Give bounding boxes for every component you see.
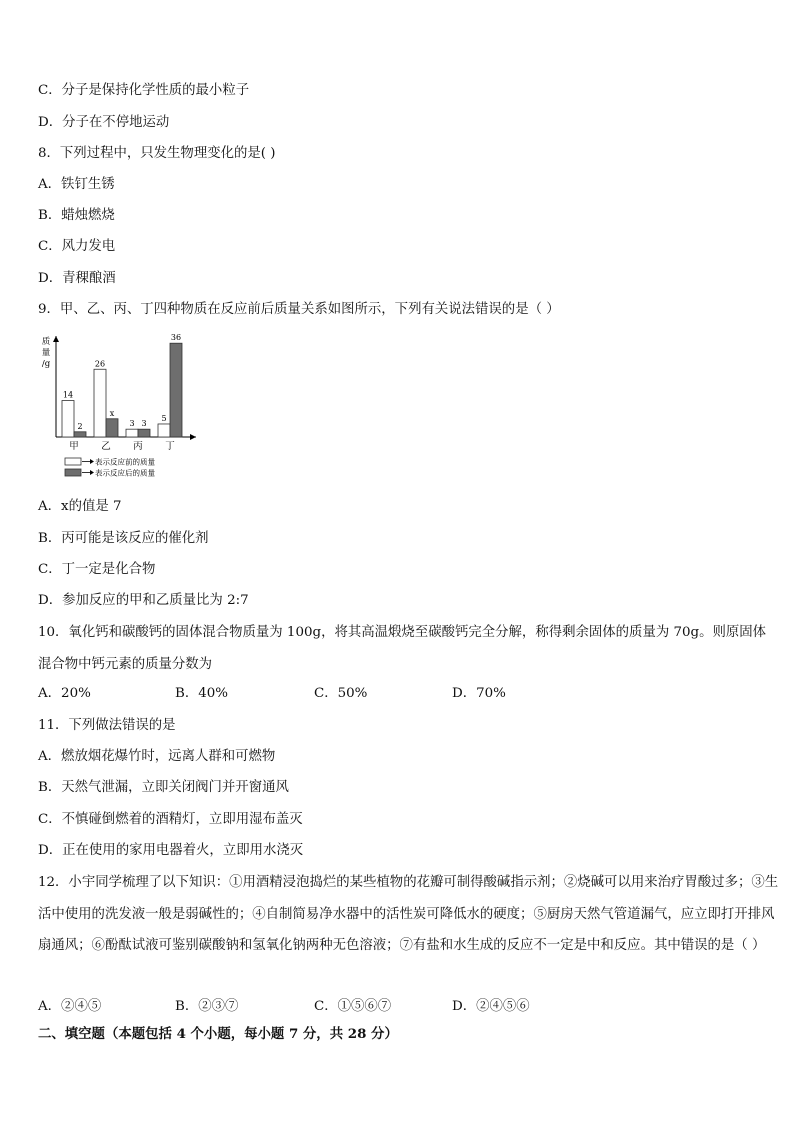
legend-arrow-head-0 <box>90 459 94 464</box>
q12-option-a: A．②④⑤ <box>38 999 102 1014</box>
y-axis-label-part: /g <box>41 359 51 369</box>
q11-option-d: D．正在使用的家用电器着火，立即用水浇灭 <box>38 843 304 858</box>
q12-option-d: D．②④⑤⑥ <box>452 999 530 1014</box>
q8-option-a: A．铁钉生锈 <box>38 177 115 192</box>
q11-stem: 11．下列做法错误的是 <box>38 718 176 733</box>
legend-swatch-1 <box>65 469 81 476</box>
legend-arrow-head-1 <box>90 470 94 475</box>
bar-甲-before <box>62 401 74 437</box>
legend-entry-1: 表示反应后的质量 <box>95 468 155 478</box>
data-label-丙-after: 3 <box>141 419 147 429</box>
q8-stem: 8．下列过程中，只发生物理变化的是( ) <box>38 146 276 161</box>
legend-entry-0: 表示反应前的质量 <box>95 457 155 467</box>
category-label-丙: 丙 <box>133 441 143 452</box>
q10-option-a: A．20% <box>38 686 91 701</box>
q12-option-c: C．①⑤⑥⑦ <box>314 999 392 1014</box>
q7-option-d: D．分子在不停地运动 <box>38 115 170 130</box>
data-label-乙-after: x <box>109 408 115 418</box>
q9-option-b: B．丙可能是该反应的催化剂 <box>38 531 209 546</box>
bar-乙-after <box>106 419 118 437</box>
data-label-丁-before: 5 <box>161 413 167 423</box>
bar-丙-before <box>126 429 138 437</box>
data-label-丙-before: 3 <box>129 419 135 429</box>
q11-option-a: A．燃放烟花爆竹时，远离人群和可燃物 <box>38 749 276 764</box>
q11-option-c: C．不慎碰倒燃着的酒精灯，立即用湿布盖灭 <box>38 812 303 827</box>
q10-option-c: C．50% <box>314 686 368 701</box>
legend-swatch-0 <box>65 458 81 465</box>
q9-stem: 9．甲、乙、丙、丁四种物质在反应前后质量关系如图所示，下列有关说法错误的是（ ） <box>38 302 560 317</box>
q7-option-c: C．分子是保持化学性质的最小粒子 <box>38 83 250 98</box>
data-label-乙-before: 26 <box>94 359 106 369</box>
q9-option-c: C．丁一定是化合物 <box>38 562 156 577</box>
y-axis-arrow <box>53 336 59 342</box>
q8-option-d: D．青稞酿酒 <box>38 271 116 286</box>
bar-乙-before <box>94 369 106 437</box>
y-axis-label-part: 质 <box>41 337 51 347</box>
y-axis-label-part: 量 <box>41 348 51 358</box>
x-axis-arrow <box>190 434 196 440</box>
mass-bar-chart <box>38 328 218 488</box>
bar-甲-after <box>74 432 86 437</box>
q12-option-b: B．②③⑦ <box>175 999 239 1014</box>
q9-option-a: A．x的值是 7 <box>38 499 122 514</box>
q8-option-b: B．蜡烛燃烧 <box>38 208 115 223</box>
q11-option-b: B．天然气泄漏，立即关闭阀门并开窗通风 <box>38 780 289 795</box>
section-heading-fill-in: 二、填空题（本题包括 4 个小题，每小题 7 分，共 28 分） <box>38 1026 398 1042</box>
category-label-乙: 乙 <box>101 441 111 452</box>
q10-stem: 10．氧化钙和碳酸钙的固体混合物质量为 100g，将其高温煅烧至碳酸钙完全分解，称得剩余固体的质量为 70g。则原固体混合物中钙元素的质量分数为 <box>38 625 767 672</box>
bar-丙-after <box>138 429 150 437</box>
q8-option-c: C．风力发电 <box>38 239 116 254</box>
q10-option-b: B．40% <box>175 686 228 701</box>
category-label-甲: 甲 <box>69 441 79 452</box>
bar-丁-after <box>170 343 182 437</box>
data-label-甲-after: 2 <box>77 421 83 431</box>
q9-option-d: D．参加反应的甲和乙质量比为 2:7 <box>38 593 249 608</box>
q10-option-d: D．70% <box>452 686 506 701</box>
bar-丁-before <box>158 424 170 437</box>
q12-stem: 12．小宇同学梳理了以下知识：①用酒精浸泡捣烂的某些植物的花瓣可制得酸碱指示剂；②烧碱可以用来治疗胃酸过多；③生活中使用的洗发液一般是弱碱性的；④自制简易净水器中的活性炭可降低水的硬度；⑤厨房天然气管道漏气，应立即打开排风扇通风；⑥酚酞试液可鉴别碳酸钠和氢氧化钠两种无色溶液；⑦有盐和水生成的反应不一定是中和反应。其中错误的是（ ） <box>38 875 779 953</box>
category-label-丁: 丁 <box>165 441 175 452</box>
data-label-丁-after: 36 <box>170 333 182 343</box>
data-label-甲-before: 14 <box>62 390 74 400</box>
